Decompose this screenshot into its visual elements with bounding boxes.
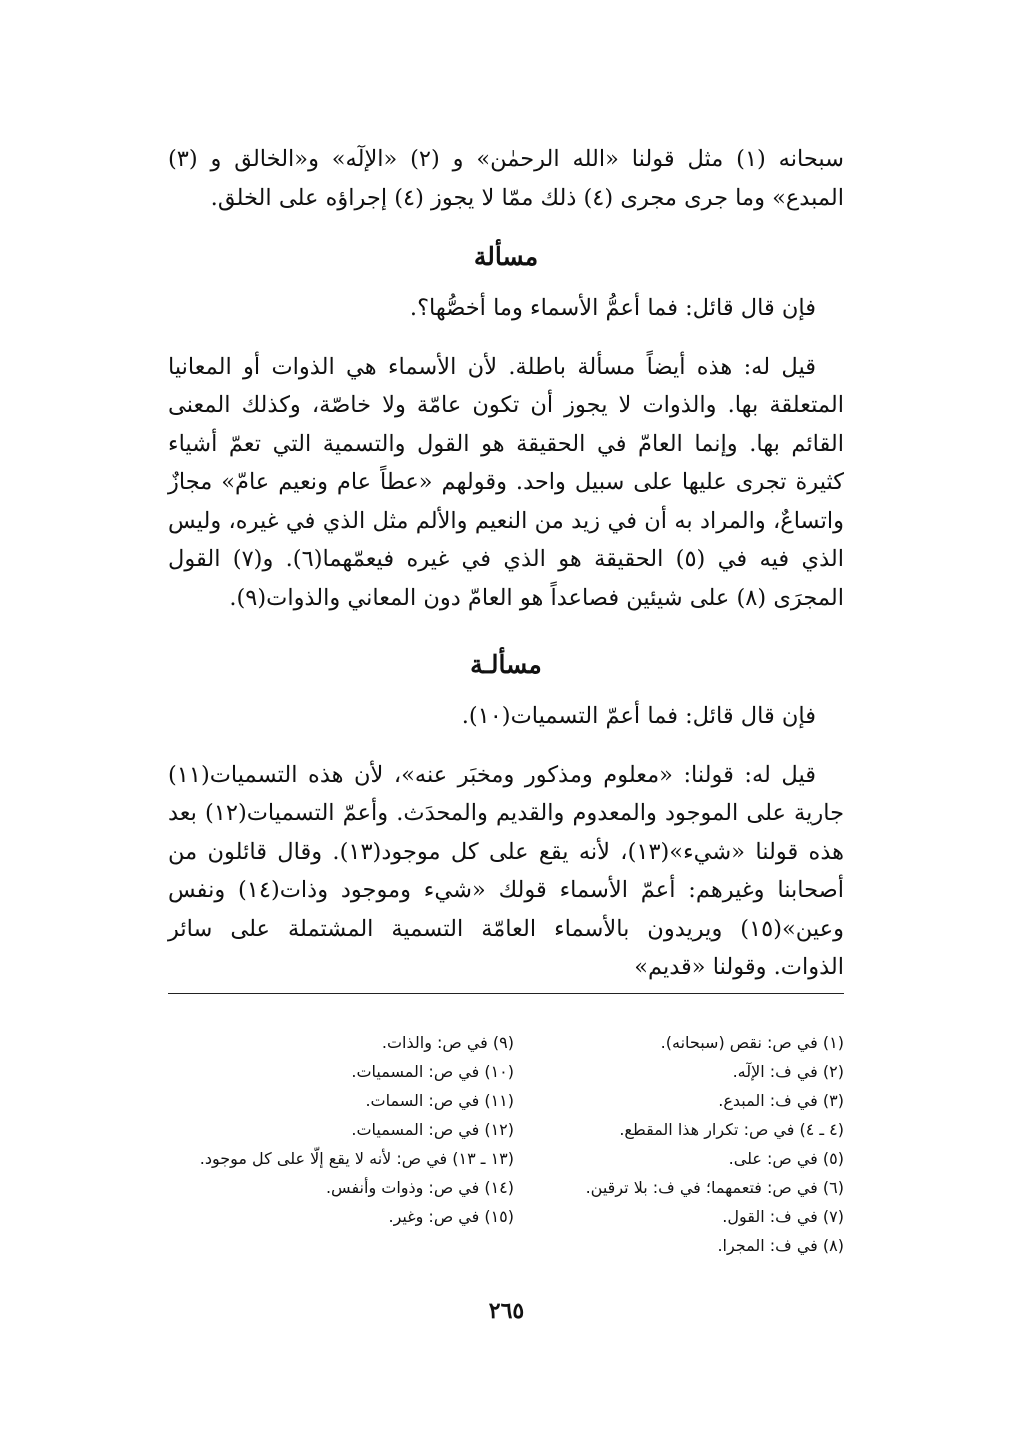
footnote-9: (٩) في ص: والذات. [381, 1033, 514, 1052]
page-number: ٢٦٥ [488, 1298, 525, 1324]
footnote-5: (٥) في ص: على. [728, 1149, 844, 1168]
footnotes-column-right [514, 1028, 844, 1260]
footnote-15: (١٥) في ص: وغير. [388, 1207, 514, 1226]
footnote-14: (١٤) في ص: وذوات وأنفس. [325, 1178, 514, 1197]
question-2: فإن قال قائل: فما أعمّ التسميات(١٠). [461, 703, 816, 729]
footnote-7: (٧) في ف: القول. [722, 1207, 844, 1226]
question-1: فإن قال قائل: فما أعمُّ الأسماء وما أخصُّها؟. [409, 295, 816, 321]
opening-paragraph: سبحانه (١) مثل قولنا «الله الرحمٰن» و (٢) «الإلٓه» و«الخالق و (٣) المبدع» وما جرى مجرى (٤) ذلك ممّا لا يجوز (٤) إجراؤه على الخلق. [168, 146, 844, 211]
answer-2: قيل له: قولنا: «معلوم ومذكور ومخبَر عنه»، لأن هذه التسميات(١١) جارية على الموجود والمعدوم والقديم والمحدَث. وأعمّ التسميات(١٢) بعد هذه قولنا «شيء»(١٣)، لأنه يقع على كل موجود(١٣). وقال قائلون من أصحابنا وغيرهم: أعمّ الأسماء قولك «شيء وموجود وذات(١٤) ونفس وعين»(١٥) ويريدون بالأسماء العامّة التسمية المشتملة على سائر الذوات. وقولنا «قديم» [168, 761, 845, 980]
footnotes-column-left [168, 1028, 514, 1260]
footnote-6: (٦) في ص: فتعمهما؛ في ف: بلا ترقين. [585, 1178, 844, 1197]
footnote-11: (١١) في ص: السمات. [365, 1091, 514, 1110]
footnote-10: (١٠) في ص: المسميات. [351, 1062, 514, 1081]
section-heading-2: مسألـة [470, 650, 542, 679]
section-heading-1: مسألة [473, 242, 539, 271]
footnotes [168, 1028, 844, 1260]
footnote-4: (٤ ـ ٤) في ص: تكرار هذا المقطع. [619, 1120, 844, 1139]
footnote-8: (٨) في ف: المجرا. [717, 1236, 844, 1255]
footnote-1: (١) في ص: نقص (سبحانه). [660, 1033, 844, 1052]
answer-1: قيل له: هذه أيضاً مسألة باطلة. لأن الأسماء هي الذوات أو المعانيا المتعلقة بها. والذوات لا يجوز أن تكون عامّة ولا خاصّة، وكذلك المعنى القائم بها. وإنما العامّ في الحقيقة هو القول والتسمية التي تعمّ أشياء كثيرة تجرى عليها على سبيل واحد. وقولهم «عطاً عام ونعيم عامّ» مجازٌ واتساعٌ، والمراد به أن في زيد من النعيم والألم مثل الذي في غيره، وليس الذي فيه في (٥) الحقيقة هو الذي في غيره فيعمّهما(٦). و(٧) القول المجرَى (٨) على شيئين فصاعداً هو العامّ دون المعاني والذوات(٩). [168, 353, 844, 611]
footnote-2: (٢) في ف: الإلٓه. [732, 1062, 844, 1081]
footnote-13: (١٣ ـ ١٣) في ص: لأنه لا يقع إلّا على كل موجود. [199, 1149, 514, 1168]
footnote-3: (٣) في ف: المبدع. [718, 1091, 844, 1110]
footnote-divider [168, 993, 844, 994]
footnote-12: (١٢) في ص: المسميات. [351, 1120, 514, 1139]
main-text [168, 140, 844, 987]
